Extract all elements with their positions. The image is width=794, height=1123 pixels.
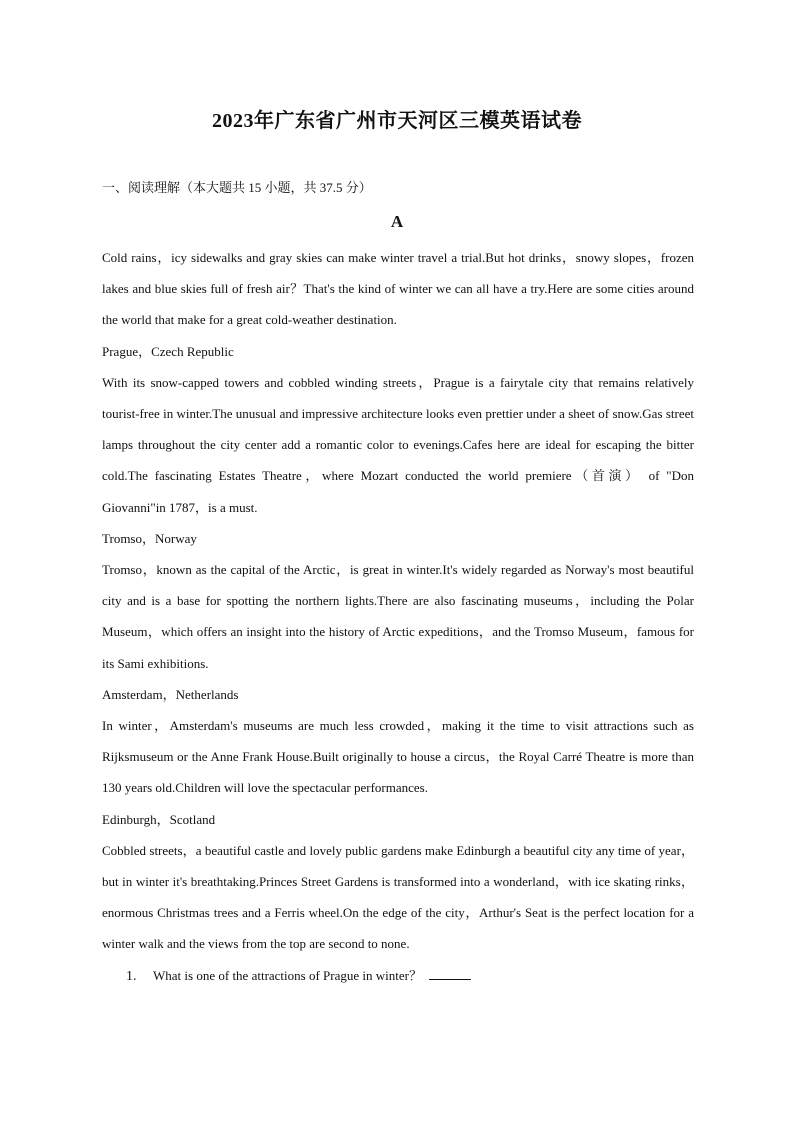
city-heading-tromso: Tromso，Norway: [102, 530, 197, 546]
paragraph-intro: Cold rains，icy sidewalks and gray skies can make winter travel a trial.But hot drinks，snowy slopes，frozen lakes and blue skies full of fresh air？That's the kind of winter we can all have a try.Here are some cities around the world that make for a great cold-weather destination.: [102, 250, 694, 328]
question-text: What is one of the attractions of Prague in winter？: [153, 968, 422, 983]
exam-title: 2023年广东省广州市天河区三模英语试卷: [212, 110, 582, 132]
answer-blank[interactable]: [429, 965, 471, 980]
section-heading: 一、阅读理解（本大题共 15 小题，共 37.5 分）: [102, 180, 372, 195]
passage-label: A: [390, 212, 404, 231]
passage-body: [102, 242, 694, 960]
city-heading-prague: Prague，Czech Republic: [102, 343, 234, 359]
paragraph-amsterdam: In winter，Amsterdam's museums are much less crowded，making it the time to visit attractions such as Rijksmuseum or the Anne Frank House.Built originally to house a circus，the Royal Carré Theatre is more than 130 years old.Children will love the spectacular performances.: [102, 718, 694, 796]
city-heading-amsterdam: Amsterdam，Netherlands: [102, 686, 239, 702]
paragraph-edinburgh: Cobbled streets，a beautiful castle and lovely public gardens make Edinburgh a beautiful city any time of year，but in winter it's breathtaking.Princes Street Gardens is transformed into a wonderland，with ice skating rinks，enormous Christmas trees and a Ferris wheel.On the edge of the city，Arthur's Seat is the perfect location for a winter walk and the views from the top are second to none.: [102, 842, 694, 952]
question-number: 1.: [126, 969, 137, 984]
city-heading-edinburgh: Edinburgh，Scotland: [102, 811, 216, 827]
paragraph-prague: With its snow-capped towers and cobbled winding streets，Prague is a fairytale city that remains relatively tourist-free in winter.The unusual and impressive architecture looks even prettier under a sheet of snow.Gas street lamps throughout the city center add a romantic color to evenings.Cafes here are ideal for escaping the bitter cold.The fascinating Estates Theatre，where Mozart conducted the world premiere（首演） of "Don Giovanni"in 1787，is a must.: [102, 374, 694, 515]
paragraph-tromso: Tromso，known as the capital of the Arctic，is great in winter.It's widely regarded as Norway's most beautiful city and is a base for spotting the northern lights.There are also fascinating museums，including the Polar Museum，which offers an insight into the history of Arctic expeditions，and the Tromso Museum，famous for its Sami exhibitions.: [102, 562, 694, 671]
question-1: [126, 960, 686, 992]
